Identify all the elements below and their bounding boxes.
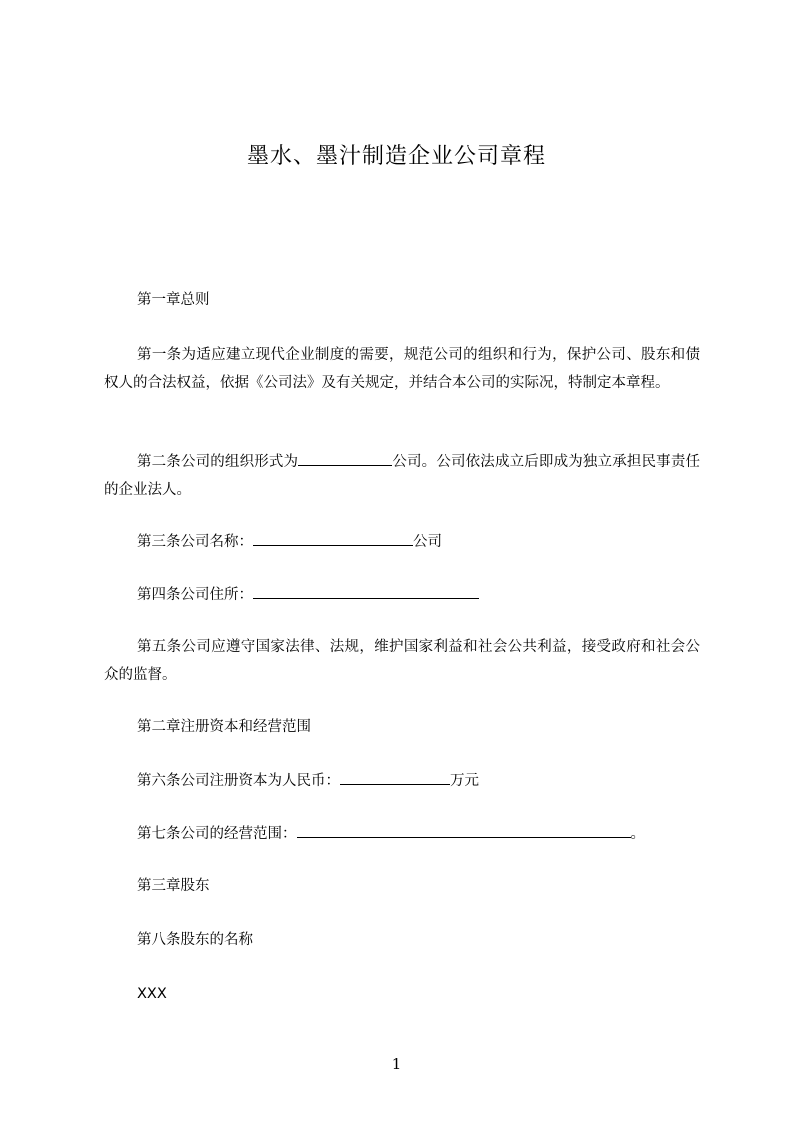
article-7-suffix: 。 [630, 826, 645, 842]
article-3 [104, 527, 700, 556]
shareholder-name: XXX [137, 986, 167, 1002]
company-name-blank [253, 527, 413, 546]
article-4-label: 第四条公司住所： [137, 587, 253, 603]
article-2 [104, 447, 700, 504]
registered-capital-blank [340, 766, 450, 785]
organization-form-blank [298, 447, 392, 466]
article-1: 第一条为适应建立现代企业制度的需要，规范公司的组织和行为，保护公司、股东和债权人的合法权益，依据《公司法》及有关规定，并结合本公司的实际况，特制定本章程。 [104, 347, 700, 391]
article-4 [104, 580, 700, 609]
article-2-text-after: 公司。公司依法成立后即成为独立承担民事责任的企业法人。 [104, 454, 700, 498]
chapter-2-heading: 第二章注册资本和经营范围 [137, 719, 311, 735]
page-number: 1 [391, 1055, 402, 1073]
article-3-label: 第三条公司名称： [137, 534, 253, 550]
chapter-3-heading: 第三章股东 [137, 878, 210, 894]
article-7 [104, 819, 700, 848]
business-scope-blank [297, 819, 631, 838]
document-title: 墨水、墨汁制造企业公司章程 [246, 144, 546, 169]
article-7-label: 第七条公司的经营范围： [137, 826, 297, 842]
article-6-label: 第六条公司注册资本为人民币： [137, 773, 340, 789]
company-address-blank [253, 580, 479, 599]
article-6-suffix: 万元 [450, 773, 479, 789]
article-5: 第五条公司应遵守国家法律、法规，维护国家利益和社会公共利益，接受政府和社会公众的监督。 [104, 639, 700, 683]
article-2-text-before: 第二条公司的组织形式为 [137, 454, 299, 470]
chapter-1-heading: 第一章总则 [137, 292, 210, 308]
article-3-suffix: 公司 [413, 534, 442, 550]
article-8: 第八条股东的名称 [137, 932, 253, 948]
article-6 [104, 766, 700, 795]
